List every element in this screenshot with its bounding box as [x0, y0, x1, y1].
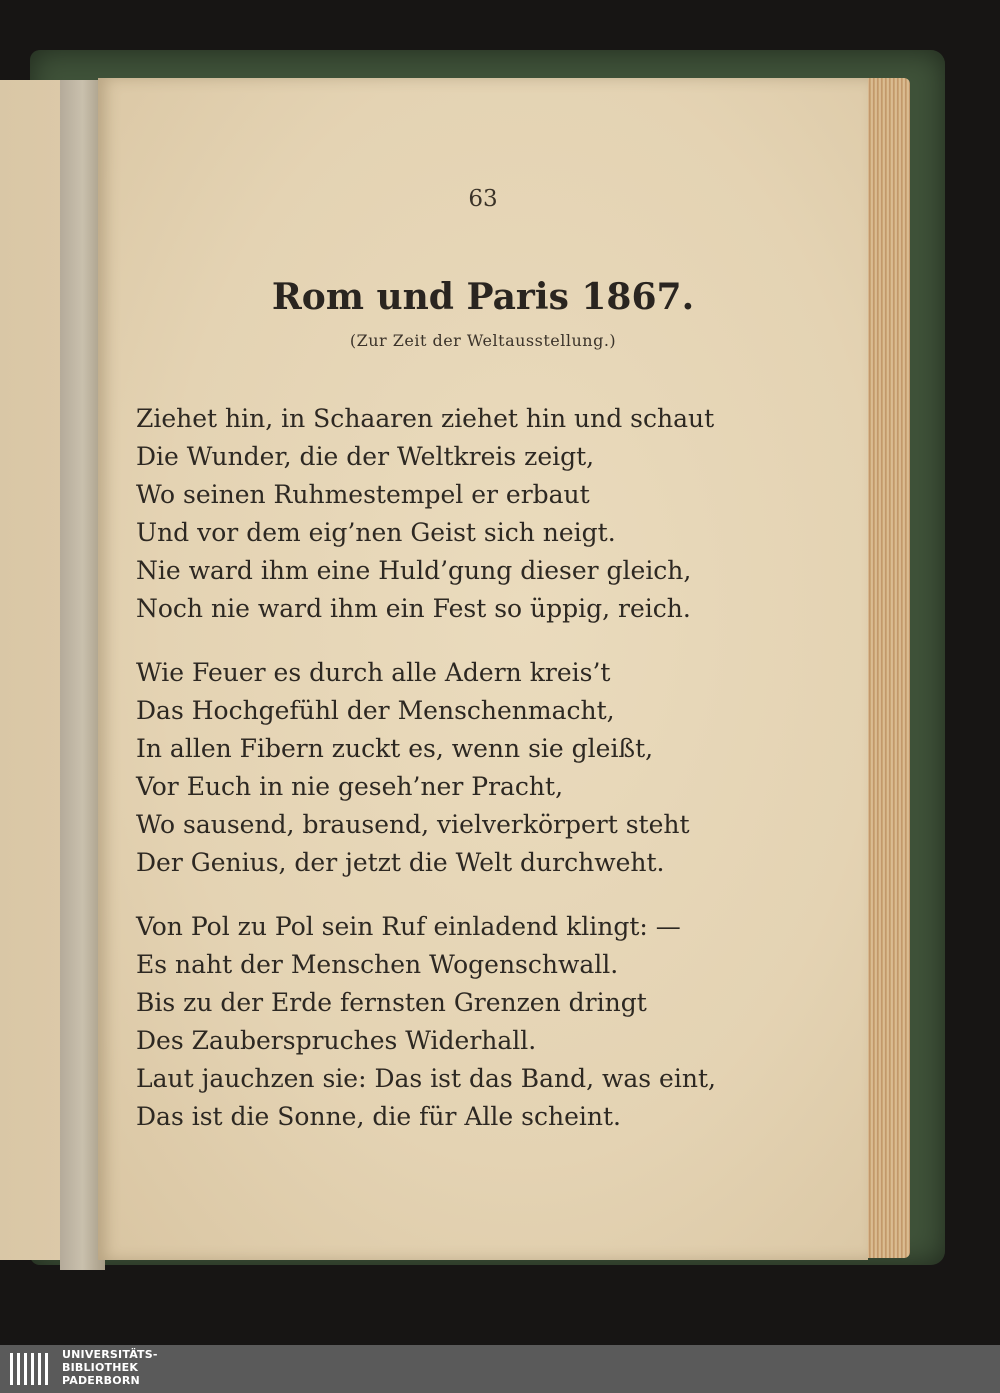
page-number: 63 [468, 186, 498, 212]
verse-line: Die Wunder, die der Weltkreis zeigt, [136, 442, 595, 471]
verse-line: Des Zauberspruches Widerhall. [136, 1026, 537, 1055]
library-name [62, 1348, 158, 1387]
library-name-line: UNIVERSITÄTS- [62, 1348, 158, 1361]
poem-title: Rom und Paris 1867. [271, 276, 695, 318]
verse-line: Es naht der Menschen Wogenschwall. [136, 950, 619, 979]
library-name-line: BIBLIOTHEK [62, 1361, 139, 1374]
library-name-line: PADERBORN [62, 1374, 140, 1387]
verse-line: Das Hochgefühl der Menschenmacht, [136, 696, 615, 725]
verse-line: Wie Feuer es durch alle Adern kreis’t [136, 658, 611, 687]
verse-line: Vor Euch in nie geseh’ner Pracht, [136, 772, 564, 801]
library-footer [0, 1345, 1000, 1393]
library-logo-icon [8, 1347, 50, 1391]
verse-line: Der Genius, der jetzt die Welt durchweht. [136, 848, 665, 877]
verse-line: Noch nie ward ihm ein Fest so üppig, reich. [136, 594, 691, 623]
verse-line: In allen Fibern zuckt es, wenn sie gleißt, [136, 734, 654, 763]
verse-line: Und vor dem eig’nen Geist sich neigt. [136, 518, 616, 547]
poem-subtitle: (Zur Zeit der Weltausstellung.) [349, 331, 617, 350]
right-page [98, 78, 868, 1260]
verse-line: Wo seinen Ruhmestempel er erbaut [136, 480, 590, 509]
verse-line: Das ist die Sonne, die für Alle scheint. [136, 1102, 621, 1131]
verse-line: Von Pol zu Pol sein Ruf einladend klingt: — [136, 912, 681, 941]
verse-line: Bis zu der Erde fernsten Grenzen dringt [136, 988, 647, 1017]
verse-line: Ziehet hin, in Schaaren ziehet hin und schaut [136, 404, 715, 433]
stanza-2 [136, 654, 856, 882]
verse-line: Nie ward ihm eine Huld’gung dieser gleich, [136, 556, 692, 585]
verse-line: Laut jauchzen sie: Das ist das Band, was eint, [136, 1064, 716, 1093]
stanza-1 [136, 400, 856, 628]
verse-line: Wo sausend, brausend, vielverkörpert steht [136, 810, 690, 839]
stanza-3 [136, 908, 856, 1136]
